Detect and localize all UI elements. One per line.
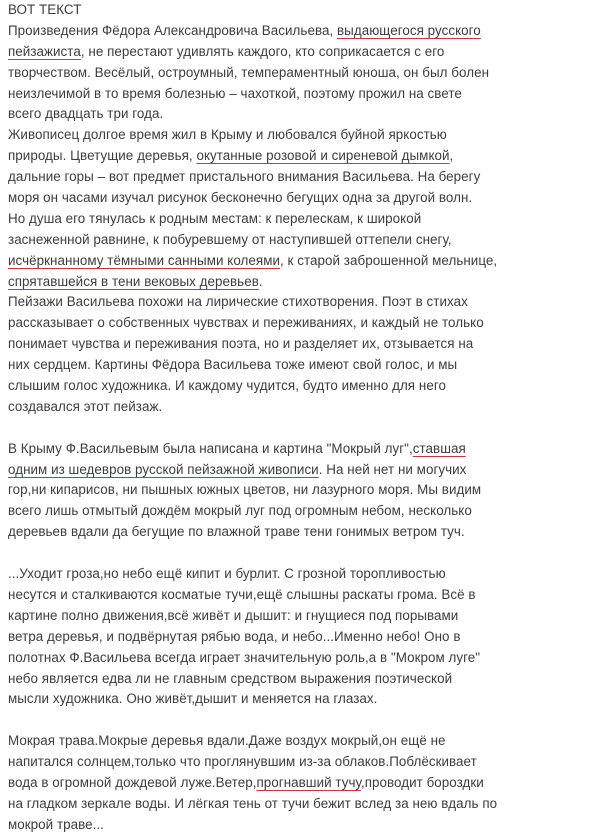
paragraph-spacer <box>8 418 583 439</box>
underlined-phrase: одним из шедевров русской пейзажной живописи <box>8 461 319 477</box>
text-segment: Живописец долгое время жил в Крыму и любовался буйной яркостью <box>8 127 447 143</box>
text-line <box>8 439 583 460</box>
text-segment: картине полно движения,всё живёт и дышит: и гнущиеся под порывами <box>8 607 459 623</box>
text-line <box>8 815 583 836</box>
text-line <box>8 689 583 710</box>
text-line <box>8 104 583 125</box>
text-line <box>8 313 583 334</box>
text-line <box>8 648 583 669</box>
text-line <box>8 752 583 773</box>
text-segment: понимает чувства и переживания поэта, но и разделяет их, отзывается на <box>8 336 474 352</box>
text-line <box>8 669 583 690</box>
text-line <box>8 292 583 313</box>
text-line <box>8 355 583 376</box>
text-line <box>8 522 583 543</box>
text-line <box>8 42 583 63</box>
paragraph <box>8 731 583 835</box>
underlined-phrase: выдающегося русского <box>337 22 481 38</box>
text-line <box>8 460 583 481</box>
text-line <box>8 480 583 501</box>
text-line <box>8 188 583 209</box>
text-segment: рассказывает о собственных чувствах и переживаниях, и каждый не только <box>8 315 484 331</box>
text-segment: заснеженной равнине, к побуревшему от наступившей оттепели снегу, <box>8 231 452 247</box>
text-segment: на гладком зеркале воды. И лёгкая тень от тучи бежит вслед за нею вдаль по <box>8 795 498 811</box>
text-segment: . <box>258 273 263 289</box>
text-segment: мокрой траве... <box>8 816 104 832</box>
text-segment: ,проводит бороздки <box>360 774 484 790</box>
document-body <box>8 0 583 836</box>
text-segment: ...Уходит гроза,но небо ещё кипит и бурлит. С грозной торопливостью <box>8 566 446 582</box>
text-segment: , к старой заброшенной мельнице, <box>280 252 498 268</box>
paragraph <box>8 439 583 543</box>
text-segment: гор,ни кипарисов, ни пышных южных цветов, ни лазурного моря. Мы видим <box>8 482 482 498</box>
text-segment: полотнах Ф.Васильева всегда играет значительную роль,а в "Мокром луге" <box>8 649 481 665</box>
text-segment: моря он часами изучал рисунок бесконечно бегущих одна за другой волн. <box>8 190 473 206</box>
underlined-phrase: прогнавший тучу <box>256 774 361 790</box>
text-line <box>8 84 583 105</box>
text-line <box>8 272 583 293</box>
text-segment: творчеством. Весёлый, остроумный, темпераментный юноша, он был болен <box>8 64 490 80</box>
text-segment: природы. Цветущие деревья, <box>8 148 197 164</box>
text-line <box>8 334 583 355</box>
underlined-phrase: спрятавшейся в тени вековых деревьев <box>8 273 259 289</box>
text-segment: Но душа его тянулась к родным местам: к перелескам, к широкой <box>8 210 422 226</box>
text-segment: слышим голос художника. И каждому чудится, будто именно для него <box>8 378 446 394</box>
text-line <box>8 209 583 230</box>
text-line <box>8 585 583 606</box>
text-segment: деревьев вдали да бегущие по влажной траве тени гонимых ветром туч. <box>8 524 465 540</box>
text-line <box>8 146 583 167</box>
text-line <box>8 773 583 794</box>
text-segment: мысли художника. Оно живёт,дышит и меняется на глазах. <box>8 691 378 707</box>
paragraph <box>8 564 583 710</box>
text-segment: всего лишь отмытый дождём мокрый луг под огромным небом, несколько <box>8 503 472 519</box>
text-segment: Произведения Фёдора Александровича Васильева, <box>8 22 337 38</box>
paragraph <box>8 125 583 292</box>
underlined-phrase: исчёркнанному тёмными санными колеями <box>8 252 280 268</box>
text-segment: , не перестают удивлять каждого, кто соприкасается с его <box>80 43 445 59</box>
text-line <box>8 606 583 627</box>
text-line <box>8 251 583 272</box>
text-segment: В Крыму Ф.Васильевым была написана и картина "Мокрый луг", <box>8 440 413 456</box>
text-segment: напитался солнцем,только что проглянувшим из-за облаков.Поблёскивает <box>8 754 477 770</box>
text-line <box>8 376 583 397</box>
text-line <box>8 230 583 251</box>
text-line <box>8 397 583 418</box>
text-segment: несутся и сталкиваются косматые тучи,ещё слышны раскаты грома. Всё в <box>8 586 476 602</box>
text-segment: всего двадцать три года. <box>8 106 164 122</box>
paragraph <box>8 292 583 417</box>
text-line <box>8 731 583 752</box>
text-segment: , <box>449 148 454 164</box>
underlined-phrase: ставшая <box>412 440 466 456</box>
text-line <box>8 125 583 146</box>
text-line <box>8 167 583 188</box>
text-line <box>8 63 583 84</box>
paragraph-spacer <box>8 543 583 564</box>
text-line <box>8 627 583 648</box>
paragraph-spacer <box>8 710 583 731</box>
document-title: ВОТ ТЕКСТ <box>8 2 82 17</box>
paragraph <box>8 21 583 125</box>
text-line <box>8 501 583 522</box>
text-segment: них сердцем. Картины Фёдора Васильева тоже имеют свой голос, и мы <box>8 357 458 373</box>
text-segment: небо является едва ли не главным средством выражения поэтической <box>8 670 453 686</box>
text-segment: вода в огромной дождевой луже.Ветер, <box>8 774 257 790</box>
text-segment: создавался этот пейзаж. <box>8 398 163 414</box>
text-segment: неизлечимой в то время болезнью – чахоткой, поэтому прожил на свете <box>8 85 462 101</box>
text-line <box>8 564 583 585</box>
paragraphs <box>8 21 583 836</box>
underlined-phrase: окутанные розовой и сиреневой дымкой <box>196 148 450 164</box>
text-line <box>8 794 583 815</box>
text-segment: . На ней нет ни могучих <box>318 461 467 477</box>
underlined-phrase: пейзажиста <box>8 43 81 59</box>
text-segment: ветра деревья, и подвёрнутая рябью вода, и небо...Именно небо! Оно в <box>8 628 461 644</box>
text-segment: Пейзажи Васильева похожи на лирические стихотворения. Поэт в стихах <box>8 294 468 310</box>
text-segment: дальние горы – вот предмет пристального внимания Васильева. На берегу <box>8 169 481 185</box>
text-line <box>8 21 583 42</box>
text-segment: Мокрая трава.Мокрые деревья вдали.Даже воздух мокрый,он ещё не <box>8 733 446 749</box>
